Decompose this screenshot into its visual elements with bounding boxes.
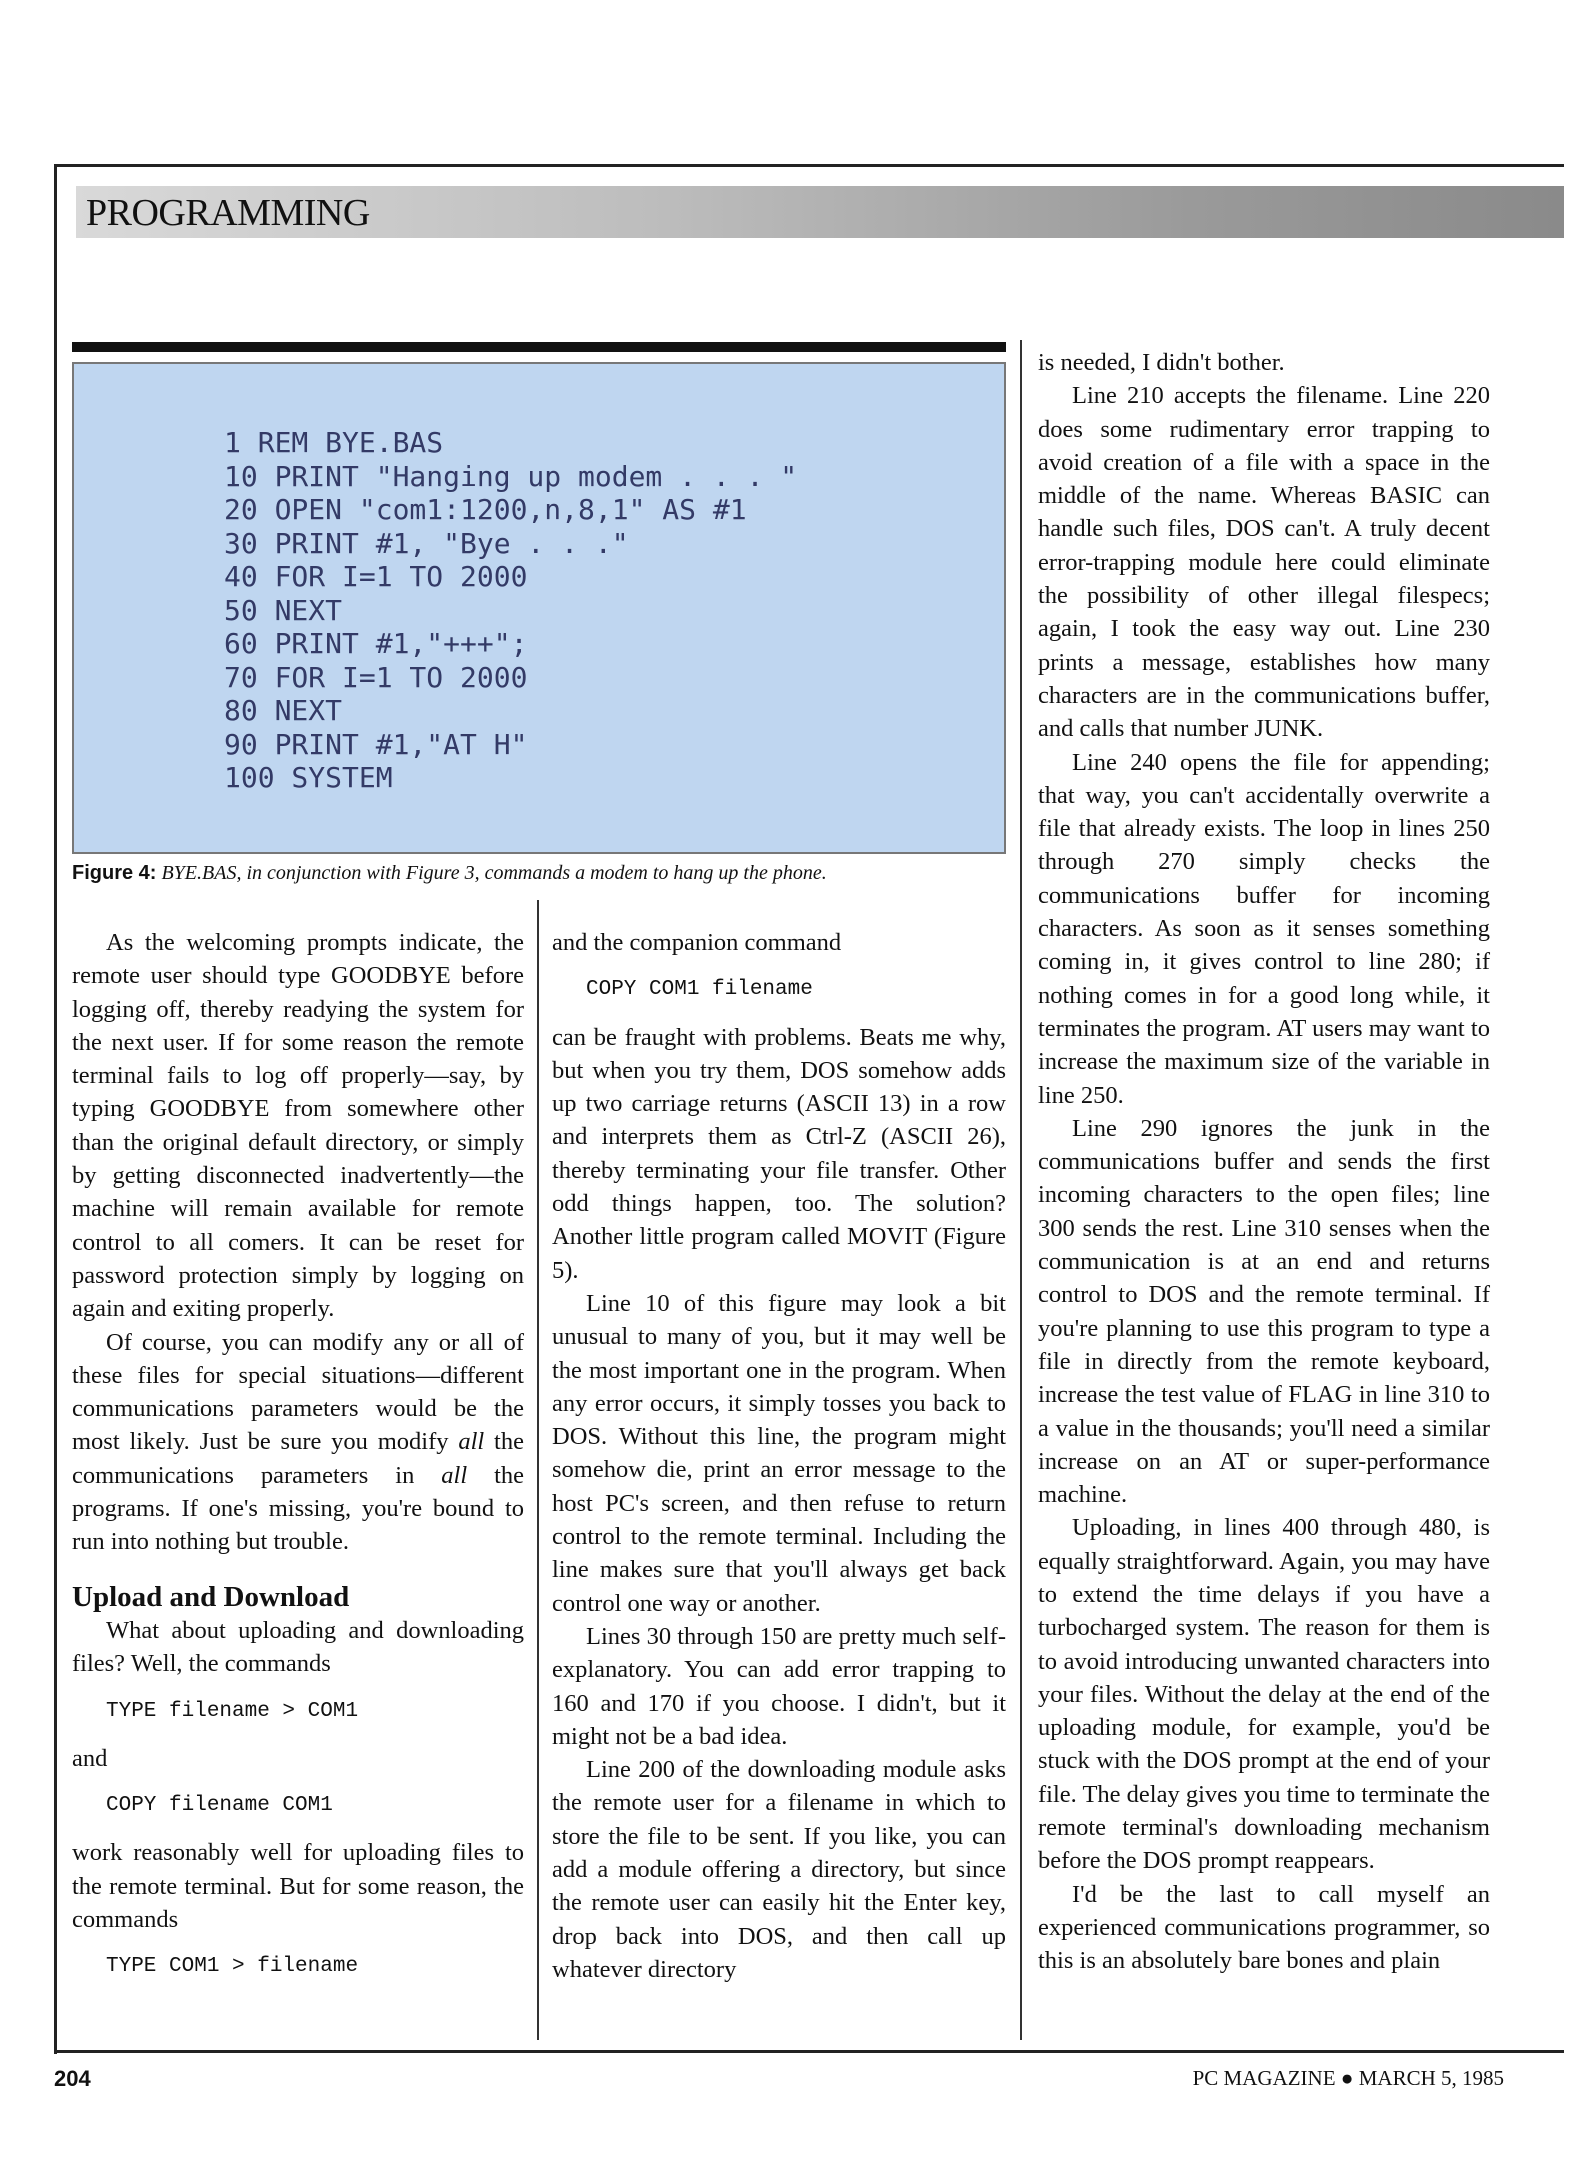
figure-top-bar bbox=[72, 342, 1006, 352]
inline-command: COPY COM1 filename bbox=[586, 978, 813, 1002]
caption-label: Figure 4: bbox=[72, 862, 157, 884]
paragraph bbox=[72, 1326, 524, 1559]
code-line: 90 PRINT #1,"AT H" bbox=[224, 727, 528, 761]
code-line: 50 NEXT bbox=[224, 593, 343, 627]
code-line: 100 SYSTEM bbox=[224, 761, 393, 794]
paragraph: As the welcoming prompts indicate, the remote user should type GOODBYE before logging off, thereby readying the system for the next user. If for some reason the remote terminal fails to log off properly—say, by typing GOODBYE from somewhere other than the original default directory, or simply by getting disconnected inadvertently—the machine will remain available for remote control to all comers. It can be reset for password protection simply by logging on again and exiting properly. bbox=[72, 929, 524, 1323]
paragraph: can be fraught with problems. Beats me why, but when you try them, DOS somehow adds up two carriage returns (ASCII 13) in a row and interprets them as Ctrl-Z (ASCII 26), thereby terminating your file transfer. Other odd things happen, too. The solution? Another little program called MOVIT (Figure 5). bbox=[552, 1023, 1006, 1284]
text-run: Of course, you can modify any or all of these files for special situations—different communications parameters would be the most likely. Just be sure you modify bbox=[72, 1328, 524, 1456]
paragraph: Uploading, in lines 400 through 480, is equally straightforward. Again, you may have to extend the time delays if you have a turbocharged system. The reason for them is to avoid introducing unwanted characters into your files. Without the delay at the end of the uploading module, for example, you'd be stuck with the DOS prompt at the end of your file. The delay gives you time to terminate the remote terminal's downloading mechanism before the DOS prompt reappears. bbox=[1038, 1514, 1490, 1875]
paragraph: Line 200 of the downloading module asks the remote user for a filename in which to store the file to be sent. If you like, you can add a module offering a directory, but since the remote user can easily hit the Enter key, drop back into DOS, and then call up whatever directory bbox=[552, 1756, 1006, 1983]
paragraph: Line 10 of this figure may look a bit unusual to many of you, but it may well be the most important one in the program. When any error occurs, it simply tosses you back to DOS. Without this line, the program might somehow die, print an error message to the host PC's screen, and then refuse to return control to the remote terminal. Including the line makes sure that you'll always get back control one way or another. bbox=[552, 1289, 1006, 1617]
bottom-rule bbox=[54, 2050, 1564, 2053]
text-run: the communications parameters in bbox=[72, 1428, 524, 1489]
text-column-1 bbox=[72, 926, 524, 1998]
page-number: 204 bbox=[54, 2066, 91, 2091]
emphasis: all bbox=[441, 1461, 468, 1489]
paragraph: and bbox=[72, 1744, 108, 1772]
code-line: 60 PRINT #1,"+++"; bbox=[224, 627, 528, 660]
paragraph: work reasonably well for uploading files to the remote terminal. But for some reason, the commands bbox=[72, 1839, 524, 1934]
code-line: 40 FOR I=1 TO 2000 bbox=[224, 560, 528, 593]
code-figure bbox=[72, 362, 1006, 854]
inline-command: TYPE filename > COM1 bbox=[106, 1699, 359, 1723]
code-line: 30 PRINT #1, "Bye . . ." bbox=[224, 526, 629, 560]
paragraph: What about uploading and downloading files? Well, the commands bbox=[72, 1616, 524, 1678]
code-listing bbox=[224, 426, 797, 795]
paragraph: and the companion command bbox=[552, 929, 842, 956]
column-divider bbox=[1020, 340, 1022, 2040]
publication-line: PC MAGAZINE ● MARCH 5, 1985 bbox=[1192, 2066, 1504, 2090]
subheading: Upload and Download bbox=[72, 1580, 350, 1613]
section-banner bbox=[76, 186, 1564, 238]
figure-caption bbox=[72, 862, 1012, 885]
top-rule bbox=[54, 164, 1564, 167]
caption-text: BYE.BAS, in conjunction with Figure 3, commands a modem to hang up the phone. bbox=[161, 862, 827, 884]
section-title: PROGRAMMING bbox=[86, 192, 370, 234]
code-line: 1 REM BYE.BAS bbox=[224, 426, 444, 459]
emphasis: all bbox=[458, 1428, 485, 1456]
paragraph: Line 290 ignores the junk in the communications buffer and sends the first incoming characters to the open files; line 300 sends the rest. Line 310 senses when the communication is at an end and returns control to DOS and the remote terminal. If you're planning to use this program to type a file in directly from the remote keyboard, increase the test value of FLAG in line 310 to a value in the thousands; you'll need a similar increase on an AT or super-performance machine. bbox=[1038, 1114, 1490, 1509]
inline-command: COPY filename COM1 bbox=[106, 1794, 333, 1818]
paragraph: Lines 30 through 150 are pretty much self-explanatory. You can add error trapping to 160 and 170 if you choose. I didn't, but it might not be a bad idea. bbox=[552, 1622, 1006, 1750]
code-line: 80 NEXT bbox=[224, 694, 343, 727]
paragraph: I'd be the last to call myself an experienced communications programmer, so this is an absolutely bare bones and plain bbox=[1038, 1880, 1490, 1975]
code-line: 20 OPEN "com1:1200,n,8,1" AS #1 bbox=[224, 493, 747, 526]
column-divider bbox=[537, 900, 539, 2040]
text-column-2 bbox=[552, 926, 1006, 1986]
text-run: the programs. If one's missing, you're bound to run into nothing but trouble. bbox=[72, 1461, 525, 1556]
paragraph: is needed, I didn't bother. bbox=[1038, 349, 1285, 376]
code-line: 70 FOR I=1 TO 2000 bbox=[224, 660, 528, 694]
code-line: 10 PRINT "Hanging up modem . . . " bbox=[224, 459, 798, 493]
text-column-3 bbox=[1038, 346, 1490, 1978]
paragraph: Line 240 opens the file for appending; that way, you can't accidentally overwrite a file that already exists. The loop in lines 250 through 270 simply checks the communications buffer for incoming characters. As soon as it senses something coming in, it gives control to line 280; if nothing comes in for a good long while, it terminates the program. AT users may want to increase the maximum size of the variable in line 250. bbox=[1038, 748, 1490, 1109]
left-rule bbox=[54, 164, 57, 2054]
inline-command: TYPE COM1 > filename bbox=[106, 1955, 359, 1979]
paragraph: Line 210 accepts the filename. Line 220 does some rudimentary error trapping to avoid creation of a file with a space in the middle of the name. Whereas BASIC can handle such files, DOS can't. A truly decent error-trapping module here could eliminate the possibility of other illegal filespecs; again, I took the easy way out. Line 230 prints a message, establishes how many characters are in the communications buffer, and calls that number JUNK. bbox=[1038, 382, 1490, 743]
